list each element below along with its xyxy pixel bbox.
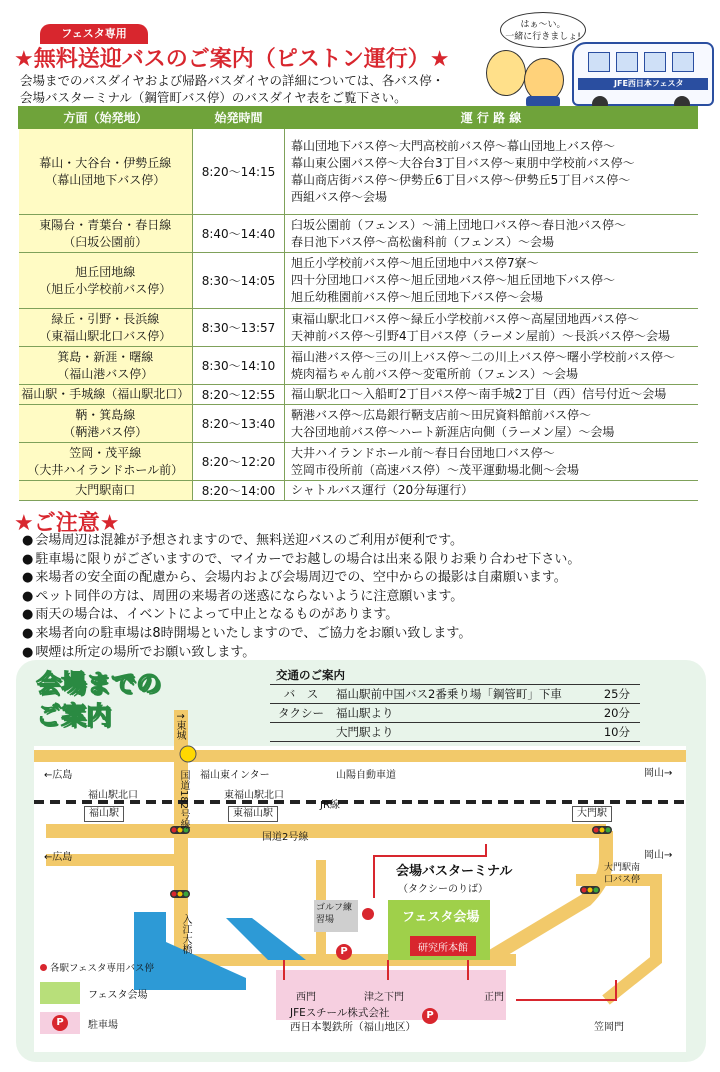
intro-line: 会場までのバスダイヤおよび帰路バスダイヤの詳細については、各バス停・	[20, 73, 445, 88]
note-item: ● 会場周辺は混雑が予想されますので、無料送迎バスのご利用が便利です。	[22, 532, 702, 551]
jfe-plant-line: JFEスチール株式会社	[290, 1007, 390, 1019]
label-irie-bridge: 入江大橋	[180, 914, 191, 954]
map-title-line: ご案内	[36, 701, 112, 730]
stops-line: 幕山東公園バス停〜大谷台3丁目バス停〜東朋中学校前バス停〜	[291, 155, 635, 170]
stops-line: 春日池下バス停〜高松歯科前（フェンス）〜会場	[291, 234, 555, 249]
table-row	[19, 253, 698, 309]
intro-text	[20, 72, 490, 106]
legend-label: 駐車場	[88, 1019, 118, 1031]
stops-line: 大井ハイランドホール前〜春日台団地口バス停〜	[291, 445, 555, 460]
ic-junction-marker	[180, 746, 196, 762]
label-taxi-stand: （タクシーのりば）	[398, 884, 488, 895]
label-okayama-south: 岡山→	[644, 850, 673, 861]
route-cell	[19, 129, 193, 215]
label-hiroshima-north: ←広島	[44, 770, 73, 781]
stops-cell	[285, 481, 698, 501]
legend-label: フェスタ会場	[88, 989, 148, 1001]
table-row	[19, 443, 698, 481]
intro-line: 会場バスターミナル（鋼管町バス停）のバスダイヤ表をご覧下さい。	[20, 90, 407, 105]
route-name: 福山駅・手城線（福山駅北口）	[21, 387, 190, 401]
table-row	[19, 405, 698, 443]
table-row	[19, 215, 698, 253]
stops-line: シャトルバス運行（20分毎運行）	[291, 483, 474, 497]
bus-stop-dot-icon	[40, 964, 47, 971]
traffic-light-icon	[592, 826, 612, 834]
table-row	[19, 481, 698, 501]
route-cell	[19, 481, 193, 501]
note-item: ● 来場者向の駐車場は8時開場といたしますので、ご協力をお願い致します。	[22, 625, 702, 644]
stops-line: 焼肉福ちゃん前バス停〜変電所前（フェンス）〜会場	[291, 366, 579, 381]
station-higashi-fukuyama: 東福山駅	[228, 806, 278, 822]
label-venue-bus-terminal: 会場バスターミナル	[396, 864, 513, 879]
note-item: ● 雨天の場合は、イベントによって中止となるものがあります。	[22, 606, 702, 625]
stops-line: 旭丘幼稚園前バス停〜旭丘団地下バス停〜会場	[291, 290, 544, 304]
transport-kind: バ ス	[270, 685, 332, 704]
stops-cell	[285, 129, 698, 215]
transport-kind	[270, 723, 332, 742]
route-origin: （東福山駅北口バス停）	[39, 328, 172, 343]
column-header-stops: 運 行 路 線	[285, 107, 698, 129]
terminal-bus-stop-icon	[362, 908, 374, 920]
station-fukuyama: 福山駅	[84, 806, 124, 822]
stops-line: 旭丘小学校前バス停〜旭丘団地中バス停7寮〜	[291, 256, 539, 270]
stops-line: 幕山団地下バス停〜大門高校前バス停〜幕山団地上バス停〜	[291, 138, 616, 153]
label-fukuyama-east-ic: 福山東インター	[200, 770, 270, 781]
label-festa-venue: フェスタ会場	[402, 910, 480, 925]
festa-only-tag: フェスタ専用	[40, 24, 148, 44]
start-time: 8:40〜14:40	[193, 215, 285, 253]
label-lab-building: 研究所本館	[418, 943, 468, 954]
route-name: 大門駅南口	[75, 483, 136, 497]
transport-kind: タクシー	[270, 704, 332, 723]
route-name: 笠岡・茂平線	[69, 445, 142, 460]
map-title	[36, 668, 161, 732]
map-legend	[40, 960, 210, 1034]
parking-icon: P	[422, 1008, 438, 1024]
start-time: 8:20〜13:40	[193, 405, 285, 443]
table-row	[19, 129, 698, 215]
stops-line: 幕山商店街バス停〜伊勢丘6丁目バス停〜伊勢丘5丁目バス停〜	[291, 172, 631, 187]
shuttle-timetable	[18, 106, 698, 501]
route-name: 緑丘・引野・長浜線	[51, 311, 160, 326]
route-origin: （大井ハイランドホール前）	[27, 462, 184, 477]
traffic-light-icon	[580, 886, 600, 894]
route-cell	[19, 385, 193, 405]
station-daimon: 大門駅	[572, 806, 612, 822]
transport-table	[270, 685, 640, 742]
transport-minutes: 25分	[590, 685, 640, 704]
map-title-line: 会場までの	[36, 669, 162, 698]
transport-desc: 福山駅前中国バス2番乗り場「鋼管町」下車	[332, 685, 590, 704]
label-daimon-south-stop: 大門駅南口バス停	[604, 863, 641, 885]
traffic-light-icon	[170, 890, 190, 898]
stops-cell	[285, 253, 698, 309]
stops-cell	[285, 443, 698, 481]
note-item: ● 来場者の安全面の配慮から、会場内および会場周辺での、空中からの撮影は自粛願います。	[22, 569, 702, 588]
stops-line: 福山港バス停〜三の川上バス停〜二の川上バス停〜曙小学校前バス停〜	[291, 349, 676, 364]
route-origin: （鞆港バス停）	[63, 424, 148, 439]
transport-row	[270, 704, 640, 723]
start-time: 8:20〜14:15	[193, 129, 285, 215]
table-row	[19, 347, 698, 385]
label-route-182: 国道182号線	[178, 770, 189, 830]
start-time: 8:20〜14:00	[193, 481, 285, 501]
venue-swatch-icon	[40, 982, 80, 1004]
transport-guide	[270, 666, 640, 742]
stops-cell	[285, 405, 698, 443]
stops-line: 笠岡市役所前（高速バス停）〜茂平運動場北側〜会場	[291, 462, 580, 477]
stops-line: 西組バス停〜会場	[291, 189, 388, 204]
start-time: 8:30〜14:10	[193, 347, 285, 385]
table-row	[19, 309, 698, 347]
table-header-row	[19, 107, 698, 129]
transport-row	[270, 685, 640, 704]
speech-bubble	[500, 12, 586, 48]
mascot-girl-icon	[486, 50, 526, 96]
label-kasaoka-gate: 笠岡門	[594, 1022, 624, 1033]
label-higashi-fukuyama-north-exit: 東福山駅北口	[224, 790, 284, 801]
page-title: ★無料送迎バスのご案内（ピストン運行）★	[14, 47, 450, 72]
notes-title: ★ご注意★	[14, 511, 120, 536]
stops-line: 天神前バス停〜引野4丁目バス停（ラーメン屋前）〜長浜バス停〜会場	[291, 328, 671, 343]
label-jr-line: JR線	[320, 800, 340, 811]
note-item: ● ペット同伴の方は、周囲の来場者の迷惑にならないように注意願います。	[22, 588, 702, 607]
label-west-gate: 西門	[296, 992, 316, 1003]
route-cell	[19, 309, 193, 347]
stops-cell	[285, 347, 698, 385]
legend-bus-stop	[40, 960, 210, 974]
parking-icon: P	[52, 1015, 68, 1031]
label-tojo: ↑東城	[174, 712, 185, 741]
transport-minutes: 20分	[590, 704, 640, 723]
route-origin: （幕山団地下バス停）	[45, 172, 166, 187]
stops-line: 四十分団地口バス停〜旭丘団地バス停〜旭丘団地下バス停〜	[291, 273, 616, 287]
table-row	[19, 385, 698, 405]
legend-label: 各駅フェスタ専用バス停	[50, 963, 155, 974]
stops-line: 東福山駅北口バス停〜緑丘小学校前バス停〜高屋団地西バス停〜	[291, 311, 640, 326]
parking-icon: P	[336, 944, 352, 960]
transport-row	[270, 723, 640, 742]
label-tsunoshita-gate: 津之下門	[364, 992, 404, 1003]
label-route-2: 国道2号線	[262, 832, 309, 843]
stops-line: 臼坂公園前（フェンス）〜浦上団地口バス停〜春日池バス停〜	[291, 217, 627, 232]
route-cell	[19, 215, 193, 253]
route-2-road	[46, 824, 606, 838]
speech-line: はぁ〜い。	[520, 20, 566, 30]
route-cell	[19, 405, 193, 443]
route-cell	[19, 253, 193, 309]
label-hiroshima-south: ←広島	[44, 852, 73, 863]
start-time: 8:20〜12:20	[193, 443, 285, 481]
start-time: 8:20〜12:55	[193, 385, 285, 405]
speech-line: 一緒に行きましょ!	[505, 32, 581, 42]
label-main-gate: 正門	[484, 992, 504, 1003]
notes-list	[22, 532, 702, 662]
column-header-route: 方面（始発地）	[19, 107, 193, 129]
route-cell	[19, 443, 193, 481]
note-item: ● 駐車場に限りがございますので、マイカーでお越しの場合は出来る限りお乗り合わせ下さい。	[22, 551, 702, 570]
column-header-time: 始発時間	[193, 107, 285, 129]
label-okayama-north: 岡山→	[644, 768, 673, 779]
stops-line: 鞆港バス停〜広島銀行鞆支店前〜田尻資料館前バス停〜	[291, 407, 592, 422]
route-cell	[19, 347, 193, 385]
expressway-road	[34, 750, 686, 762]
route-name: 鞆・箕島線	[75, 407, 136, 422]
stops-cell	[285, 385, 698, 405]
stops-cell	[285, 309, 698, 347]
route-origin: （旭丘小学校前バス停）	[39, 281, 172, 296]
stops-line: 福山駅北口〜入船町2丁目バス停〜南手城2丁目（西）信号付近〜会場	[291, 387, 667, 401]
stops-line: 大谷団地前バス停〜ハート新涯店向側（ラーメン屋）〜会場	[291, 424, 615, 439]
transport-minutes: 10分	[590, 723, 640, 742]
legend-venue	[40, 982, 210, 1004]
stops-cell	[285, 215, 698, 253]
note-item: ● 喫煙は所定の場所でお願い致します。	[22, 644, 702, 663]
transport-desc: 大門駅より	[332, 723, 590, 742]
route-name: 旭丘団地線	[75, 264, 136, 279]
bus-label: JFE西日本フェスタ	[614, 79, 684, 88]
route-name: 箕島・新涯・曙線	[57, 349, 154, 364]
label-golf-range: ゴルフ練習場	[316, 903, 353, 925]
route-name: 東陽台・青葉台・春日線	[39, 217, 172, 232]
bus-illustration-icon	[572, 42, 714, 106]
legend-parking	[40, 1012, 210, 1034]
route-name: 幕山・大谷台・伊勢丘線	[39, 155, 172, 170]
route-origin: （臼坂公園前）	[63, 234, 148, 249]
jfe-plant-label	[290, 1006, 416, 1034]
start-time: 8:30〜14:05	[193, 253, 285, 309]
label-fukuyama-north-exit: 福山駅北口	[88, 790, 138, 801]
jfe-plant-line: 西日本製鉄所（福山地区）	[290, 1021, 416, 1033]
start-time: 8:30〜13:57	[193, 309, 285, 347]
transport-heading: 交通のご案内	[270, 666, 640, 685]
parking-swatch-icon	[40, 1012, 80, 1034]
label-sanyo-expressway: 山陽自動車道	[336, 770, 396, 781]
route-origin: （福山港バス停）	[57, 366, 154, 381]
transport-desc: 福山駅より	[332, 704, 590, 723]
